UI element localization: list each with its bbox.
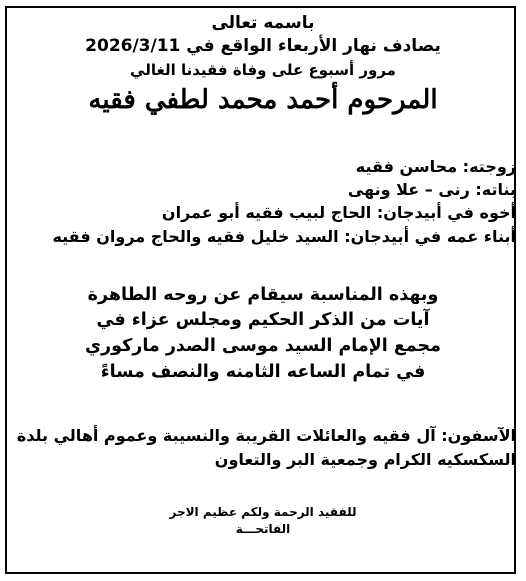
announcement-line-4: في تمام الساعه الثامنه والنصف مساءً [100,362,426,382]
header-line-3: مرور أسبوع على وفاة فقيدنا الغالي [130,61,396,79]
family-cousins: أبناء عمه في أبيدجان: السيد خليل فقيه والحاج مروان فقيه [52,227,516,246]
family-brother: أخوه في أبيدجان: الحاج لبيب فقيه أبو عمران [161,203,516,222]
announcement-line-1: وبهذه المناسبة سيقام عن روحه الطاهرة [87,285,439,305]
deceased-name-title: المرحوم أحمد محمد لطفي فقيه [88,85,438,115]
announcement-line-3: مجمع الإمام السيد موسى الصدر ماركوري [85,336,441,356]
closing-line-2: الفاتحـــة [235,522,291,536]
family-daughters: بناته: رنى – علا ونهى [347,180,516,199]
family-wife: زوجته: محاسن فقيه [355,157,516,176]
closing-line-1: للفقيد الرحمة ولكم عظيم الاجر [169,505,357,519]
header-line-2: يصادف نهار الأربعاء الواقع في 2026/3/11 [85,36,441,56]
mourners-line-2: السكسكيه الكرام وجمعية البر والتعاون [214,450,516,469]
mourners-line-1: الآسفون: آل فقيه والعائلات القريبة والنسيبة وعموم أهالي بلدة [16,426,516,445]
announcement-line-2: آيات من الذكر الحكيم ومجلس عزاء في [96,310,430,330]
header-line-1: باسمه تعالى [211,13,315,33]
